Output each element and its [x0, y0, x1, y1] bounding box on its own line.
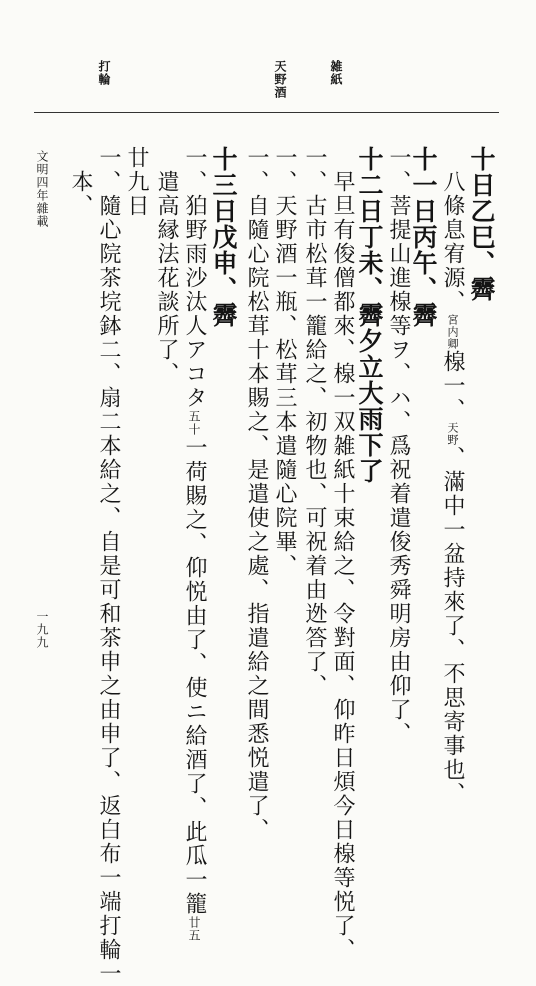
text-line-5: 十二日丁未、霽夕立大雨下了	[355, 146, 384, 484]
note-twentyfive: 廿五	[187, 916, 201, 942]
text-line-11-start: 一、狛野雨沙汰人アコタ	[182, 146, 207, 410]
headnote-amano-sake: 天野酒	[273, 60, 287, 99]
note-kunaikyo: 宮内卿	[446, 314, 459, 350]
text-line-11	[183, 146, 205, 942]
text-line-14: 一、隨心院茶垸鉢二、扇二本給之、自是可和茶申之由申了、返白布一端打輪一	[96, 146, 121, 986]
text-line-10: 十三日戊申、霽	[209, 146, 238, 328]
text-line-4: 一、菩提山進楾等ヲ、ハ、爲祝着遣俊秀舜明房由仰了、	[386, 146, 411, 746]
note-fifty: 五十	[187, 410, 201, 436]
text-line-7: 一、古市松茸一籠給之、初物也、可祝着由迯答了、	[302, 146, 327, 698]
text-line-9: 一、自隨心院松茸十本賜之、是遣使之處、指遣給之間悉悦遣了、	[244, 146, 269, 842]
text-line-13: 廿九日	[124, 146, 149, 218]
text-line-8: 一、天野酒一瓶、松茸三本遣隨心院畢、	[272, 146, 297, 578]
text-line-6: 早旦有俊僧都來、楾一双雑紙十束給之、令對面、仰昨日煩今日楾等悦了、	[330, 170, 355, 962]
headnote-uchiwa: 打輪	[97, 60, 111, 86]
text-line-1: 十日乙巳、霽	[467, 146, 496, 302]
text-line-2-start: 八條息宥源、	[440, 170, 465, 314]
text-line-3: 十一日丙午、霽	[409, 146, 438, 328]
text-line-2-middle: 楾一、	[440, 350, 465, 422]
running-title: 文明四年雜載	[35, 150, 49, 228]
headnote-zasshi: 雑紙	[329, 60, 343, 86]
text-line-2	[441, 170, 463, 806]
text-line-15: 本、	[68, 170, 93, 218]
text-line-11-end: 一荷賜之、仰悦由了、使ニ給酒了、此瓜一籠	[182, 436, 207, 916]
page-number: 一九九	[35, 610, 49, 649]
note-amano: 天野	[446, 422, 459, 446]
text-line-12: 遣高縁法花談所了、	[154, 170, 179, 386]
text-line-2-end: 、滿中一盆持來了、不思寄事也、	[440, 446, 465, 806]
header-rule	[34, 112, 499, 113]
